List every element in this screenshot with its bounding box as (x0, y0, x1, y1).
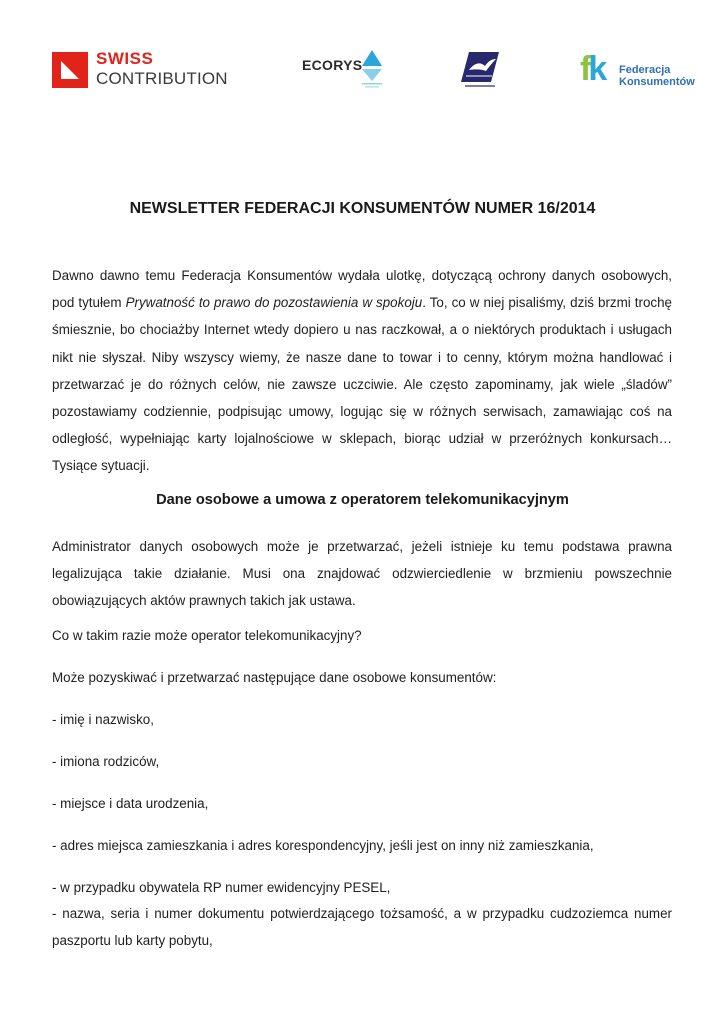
swiss-logo-line2: CONTRIBUTION (96, 69, 228, 88)
list-item: - miejsce i data urodzenia, (52, 796, 209, 811)
swiss-logo-line1: SWISS (96, 49, 154, 68)
section-heading: Dane osobowe a umowa z operatorem telekomunikacyjnym (156, 492, 569, 508)
ecorys-logo-text: ECORYS (302, 57, 363, 73)
fk-logo-word1: Federacja (619, 64, 671, 76)
list-item: - w przypadku obywatela RP numer ewidencyjny PESEL, (52, 880, 391, 895)
ecorys-sail-icon (360, 50, 384, 90)
fk-logo-word2: Konsumentów (619, 76, 695, 88)
list-item: - nazwa, seria i numer dokumentu potwierdzającego tożsamość, a w przypadku cudzoziemca numer paszportu lub karty pobytu, (52, 906, 672, 949)
swiss-contribution-logo (52, 50, 232, 90)
list-intro: Może pozyskiwać i przetwarzać następujące dane osobowe konsumentów: (52, 670, 497, 685)
leaflet-title: Prywatność to prawo do pozostawienia w spokoju (125, 295, 423, 311)
swiss-red-square-icon (52, 52, 88, 88)
fk-mark-icon: fk (580, 50, 605, 88)
list-item: - adres miejsca zamieszkania i adres korespondencyjny, jeśli jest on inny niż zamieszkania, (52, 838, 594, 853)
section-paragraph: Administrator danych osobowych może je przetwarzać, jeżeli istnieje ku temu podstawa prawna legalizująca takie działanie. Musi ona znajdować odzwierciedlenie w brzmieniu powszechnie obowiązujących aktów prawnych takich jak ustawa. (52, 539, 672, 609)
intro-text-start: Dawno dawno temu Federacja Konsumentów wydała ulotkę, dotyczącą ochrony danych osobowych, pod tytułem (52, 268, 672, 311)
euroregion-baltic-logo (459, 50, 501, 90)
intro-text-end: . To, co w niej pisaliśmy, dziś brzmi trochę śmiesznie, bo chociażby Internet wtedy dopiero u nas raczkował, a o niektórych produktach i usługach nikt nie słyszał. Niby wszyscy wiemy, że nasze dane to towar i to cenny, którym można handlować i przetwarzać je do różnych celów, nie zawsze uczciwie. Ale często zapominamy, jak wiele „śladów” pozostawiamy codziennie, podpisując umowy, logując się w różnych serwisach, zamawiając coś na odległość, wypełniając karty lojalnościowe w sklepach, biorąc udział w przeróżnych konkursach… Tysiące sytuacji. (52, 295, 672, 474)
logo-bar (0, 0, 725, 110)
intro-paragraph (52, 262, 672, 480)
ecorys-logo (302, 50, 384, 90)
federacja-konsumentow-logo (580, 50, 695, 90)
list-item: - imię i nazwisko, (52, 712, 154, 727)
newsletter-title: NEWSLETTER FEDERACJI KONSUMENTÓW NUMER 16/2014 (129, 200, 596, 217)
eagle-emblem-icon (459, 50, 501, 90)
list-item: - imiona rodziców, (52, 754, 160, 769)
question-line: Co w takim razie może operator telekomunikacyjny? (52, 628, 362, 643)
